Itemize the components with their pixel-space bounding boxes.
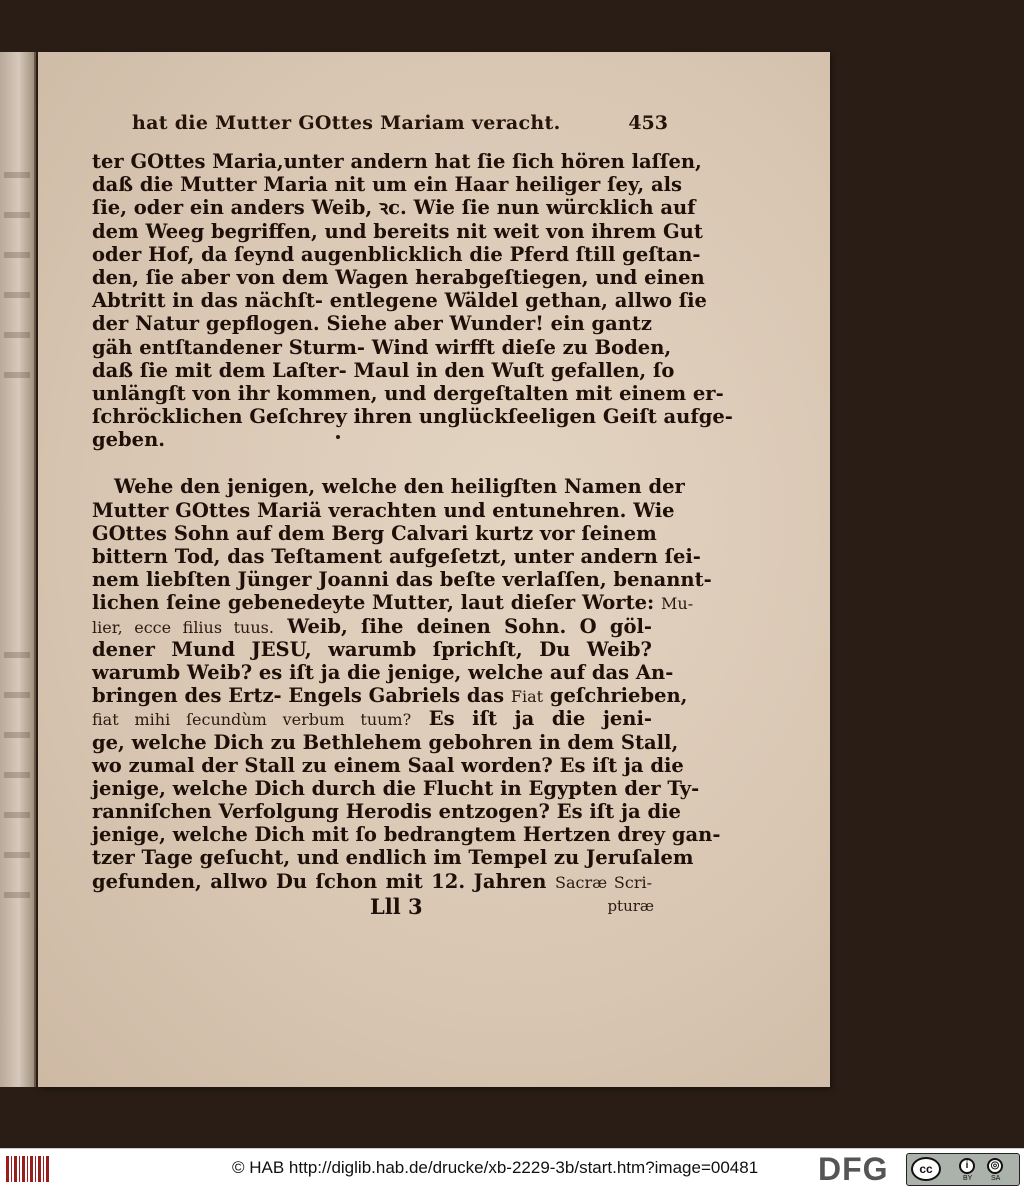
previous-page-edge bbox=[0, 52, 36, 1087]
text-line: daß die Mutter Maria nit um ein Haar heiliger ſey, als bbox=[92, 173, 682, 197]
text-line: daß ſie mit dem Laſter- Maul in den Wuſt gefallen, ſo bbox=[92, 358, 675, 382]
text-line: lier, ecce filius tuus. Weib, ſihe deinen Sohn. O göl- bbox=[92, 614, 652, 638]
text-line: ter GOttes Maria,unter andern hat ſie ſich hören laſſen, bbox=[92, 150, 702, 173]
text-line: nem liebſten Jünger Joanni das beſte verlaſſen, benannt- bbox=[92, 568, 712, 592]
text-line: jenige, welche Dich durch die Flucht in Egypten der Ty- bbox=[92, 776, 700, 800]
text-line: bittern Tod, das Teſtament aufgeſetzt, unter andern ſei- bbox=[92, 545, 701, 568]
text-line: gefunden, allwo Du ſchon mit 12. Jahren Sacræ Scri- bbox=[92, 869, 653, 893]
text-line: ranniſchen Verfolgung Herodis entzogen? Es iſt ja die bbox=[92, 800, 681, 824]
text-line: geben. bbox=[92, 428, 166, 452]
text-line: ſie, oder ein anders Weib, ꝛc. Wie ſie nun würcklich auf bbox=[92, 196, 696, 220]
text-line: gäh entſtandener Sturm- Wind wirfft dieſe zu Boden, bbox=[92, 335, 672, 359]
text-line: oder Hof, da ſeynd augenblicklich die Pferd ſtill geſtan- bbox=[92, 242, 701, 266]
footer-bar bbox=[0, 1148, 1024, 1188]
copyright-credit[interactable]: © HAB http://diglib.hab.de/drucke/xb-2229-3b/start.htm?image=00481 bbox=[232, 1158, 759, 1177]
text-line: Mutter GOttes Mariä verachten und entunehren. Wie bbox=[92, 498, 675, 522]
text-line: der Natur gepflogen. Siehe aber Wunder! ein gantz bbox=[92, 312, 652, 336]
catchword: pturæ bbox=[607, 897, 654, 915]
body-text bbox=[92, 150, 733, 893]
text-line: fiat mihi ſecundùm verbum tuum? Es iſt ja die jeni- bbox=[92, 707, 652, 731]
text-line: ge, welche Dich zu Bethlehem gebohren in dem Stall, bbox=[92, 730, 679, 754]
text-line: warumb Weib? es iſt ja die jenige, welche auf das An- bbox=[92, 660, 674, 684]
dfg-logo: DFG bbox=[818, 1151, 889, 1187]
running-head: hat die Mutter GOttes Mariam veracht. bbox=[132, 112, 561, 134]
text-line: bringen des Ertz- Engels Gabriels das Fiat geſchrieben, bbox=[92, 684, 688, 708]
ink-dot bbox=[336, 435, 340, 439]
text-line: Abtritt in das nächſt- entlegene Wäldel gethan, allwo ſie bbox=[92, 289, 707, 313]
text-line: dem Weeg begriffen, und bereits nit weit von ihrem Gut bbox=[92, 219, 703, 243]
text-line: tzer Tage geſucht, und endlich im Tempel zu Jeruſalem bbox=[92, 846, 694, 870]
text-line: lichen ſeine gebenedeyte Mutter, laut dieſer Worte: Mu- bbox=[92, 591, 694, 615]
text-line: unlängſt von ihr kommen, und dergeſtalten mit einem er- bbox=[92, 381, 724, 405]
page-number: 453 bbox=[628, 112, 668, 134]
signature-mark: Lll 3 bbox=[370, 894, 423, 919]
text-line: ſchröcklichen Geſchrey ihren unglückſeeligen Geiſt aufge- bbox=[92, 405, 733, 429]
text-line: jenige, welche Dich mit ſo bedrangtem Hertzen drey gan- bbox=[92, 823, 721, 847]
text-line: wo zumal der Stall zu einem Saal worden? Es iſt ja die bbox=[92, 753, 684, 777]
text-line: GOttes Sohn auf dem Berg Calvari kurtz vor ſeinem bbox=[92, 521, 657, 545]
cc-by-sa-icon[interactable]: cc i ◎ BY SA bbox=[906, 1153, 1020, 1186]
text-line: Wehe den jenigen, welche den heiligſten Namen der bbox=[114, 475, 685, 499]
text-line: dener Mund JESU, warumb ſprichſt, Du Weib? bbox=[92, 637, 652, 661]
text-line: den, ſie aber von dem Wagen herabgeſtiegen, und einen bbox=[92, 265, 705, 289]
hab-logo-icon bbox=[6, 1156, 50, 1182]
